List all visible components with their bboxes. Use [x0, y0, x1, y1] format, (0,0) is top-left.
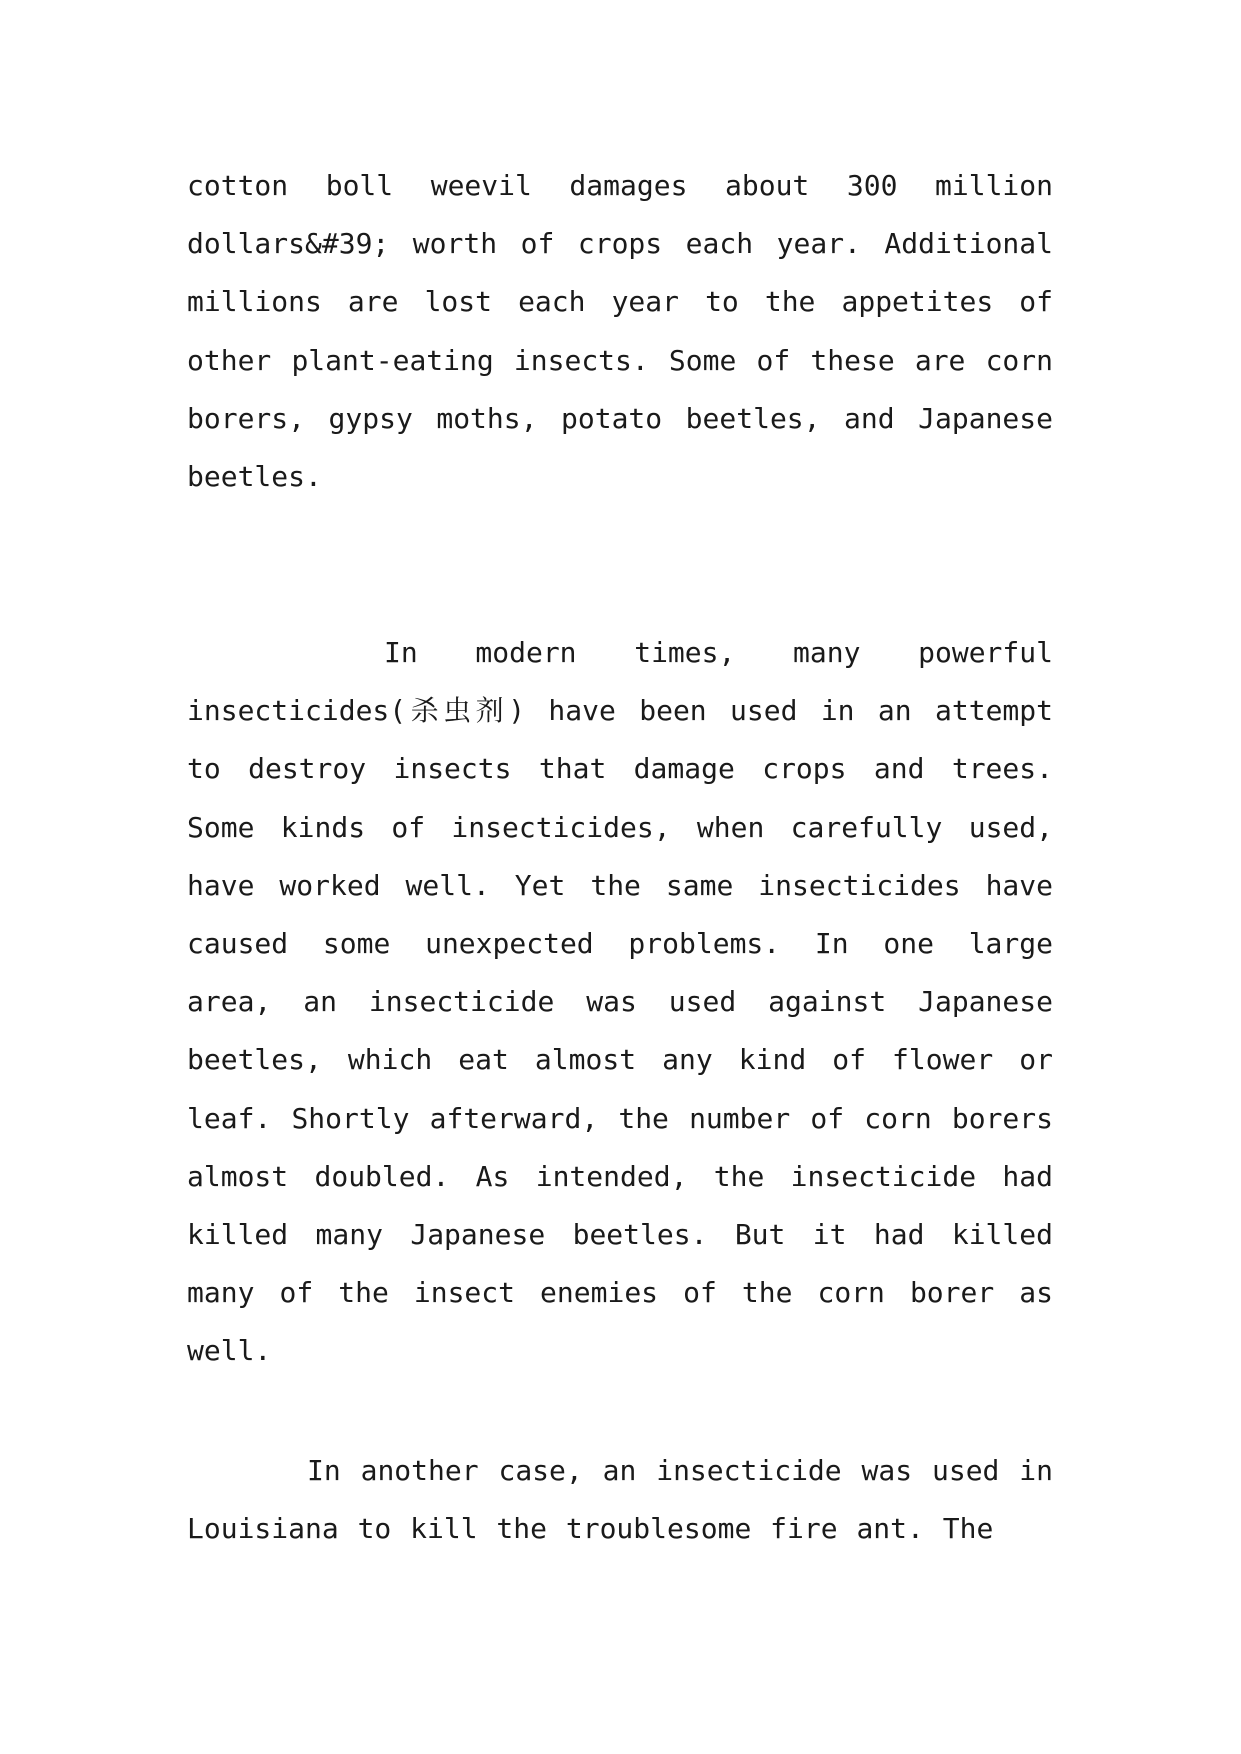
paragraph-1: cotton boll weevil damages about 300 million dollars&#39; worth of crops each year. Additional millions are lost each year to the appetites of other plant-eating insects. Some of these are corn borers, gypsy moths, potato beetles, and Japanese beetles. — [187, 169, 1053, 494]
paragraph-3: In another case, an insecticide was used in Louisiana to kill the troublesome fire ant. The — [187, 1454, 1053, 1546]
paragraph-2: In modern times, many powerful insecticides(杀虫剂) have been used in an attempt to destroy insects that damage crops and trees. Some kinds of insecticides, when carefully used, have worked well. Yet the same insecticides have caused some unexpected problems. In one large area, an insecticide was used against Japanese beetles, which eat almost any kind of flower or leaf. Shortly afterward, the number of corn borers almost doubled. As intended, the insecticide had killed many Japanese beetles. But it had killed many of the insect enemies of the corn borer as well. — [187, 636, 1053, 1368]
